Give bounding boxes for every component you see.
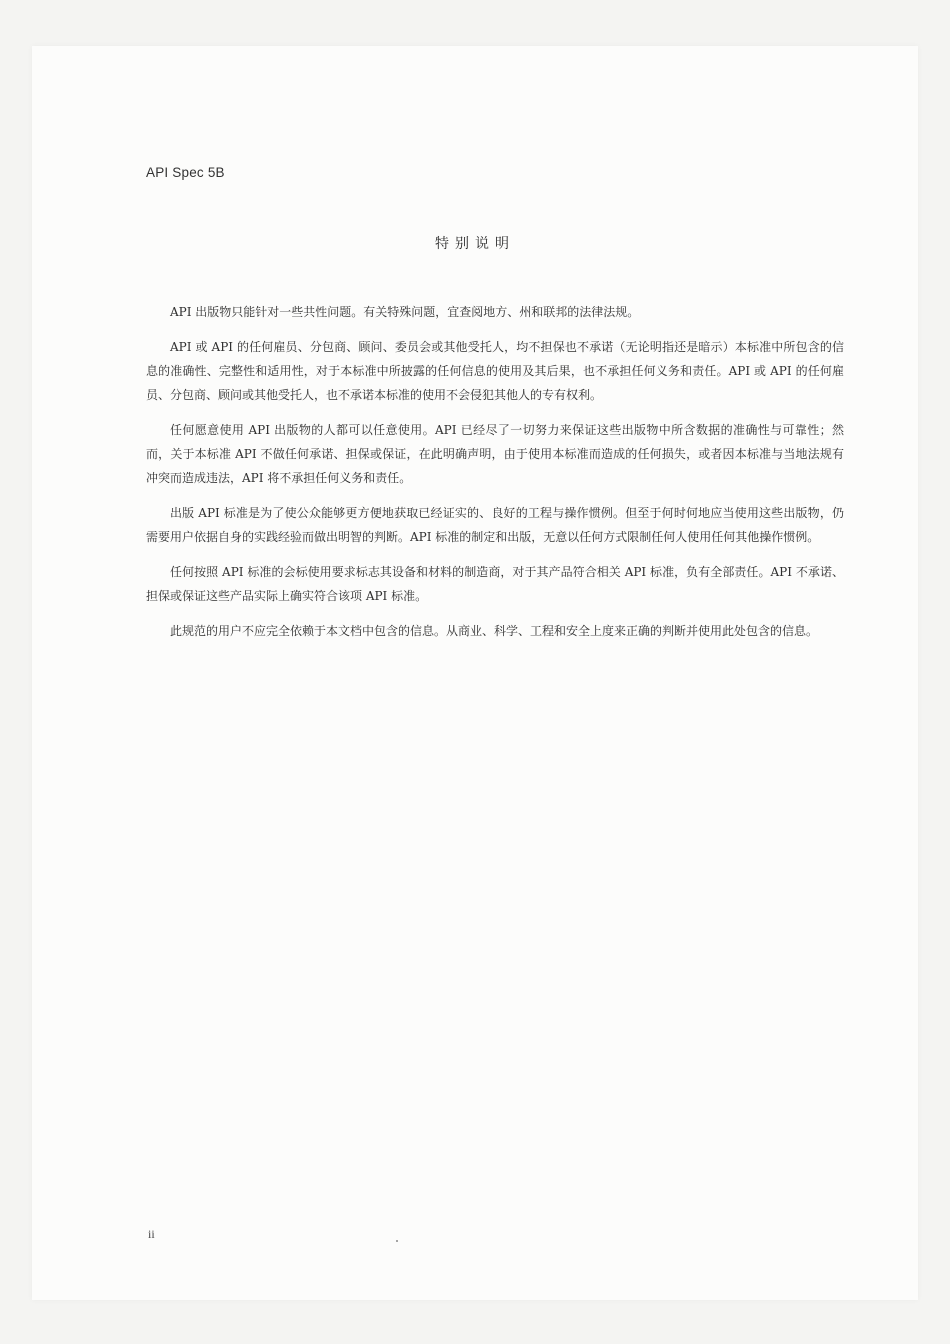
paragraph-4: 出版 API 标准是为了使公众能够更方便地获取已经证实的、良好的工程与操作惯例。但至于何时何地应当使用这些出版物，仍需要用户依据自身的实践经验而做出明智的判断。API 标准的制定和出版，无意以任何方式限制任何人使用任何其他操作惯例。 — [146, 506, 844, 544]
spec-header-label: API Spec 5B — [146, 165, 225, 180]
paragraph-5: 任何按照 API 标准的会标使用要求标志其设备和材料的制造商，对于其产品符合相关 API 标准，负有全部责任。API 不承诺、担保或保证这些产品实际上确实符合该项 API 标准。 — [146, 565, 844, 603]
page-number: ii — [148, 1227, 155, 1241]
scan-speck — [396, 1240, 398, 1242]
paragraph-3: 任何愿意使用 API 出版物的人都可以任意使用。API 已经尽了一切努力来保证这些出版物中所含数据的准确性与可靠性；然而，关于本标准 API 不做任何承诺、担保或保证，在此明确声明，由于使用本标准而造成的任何损失，或者因本标准与当地法规有冲突而造成违法，API 将不承担任何义务和责任。 — [146, 423, 844, 485]
paragraph-1: API 出版物只能针对一些共性问题。有关特殊问题，宜查阅地方、州和联邦的法律法规。 — [170, 305, 640, 319]
paragraph-2: API 或 API 的任何雇员、分包商、顾问、委员会或其他受托人，均不担保也不承诺（无论明指还是暗示）本标准中所包含的信息的准确性、完整性和适用性，对于本标准中所披露的任何信息的使用及其后果，也不承担任何义务和责任。API 或 API 的任何雇员、分包商、顾问或其他受托人，也不承诺本标准的使用不会侵犯其他人的专有权利。 — [146, 340, 844, 402]
page-title: 特别说明 — [435, 236, 515, 252]
paragraph-6: 此规范的用户不应完全依赖于本文档中包含的信息。从商业、科学、工程和安全上度来正确的判断并使用此处包含的信息。 — [170, 624, 819, 638]
document-body — [146, 300, 844, 654]
